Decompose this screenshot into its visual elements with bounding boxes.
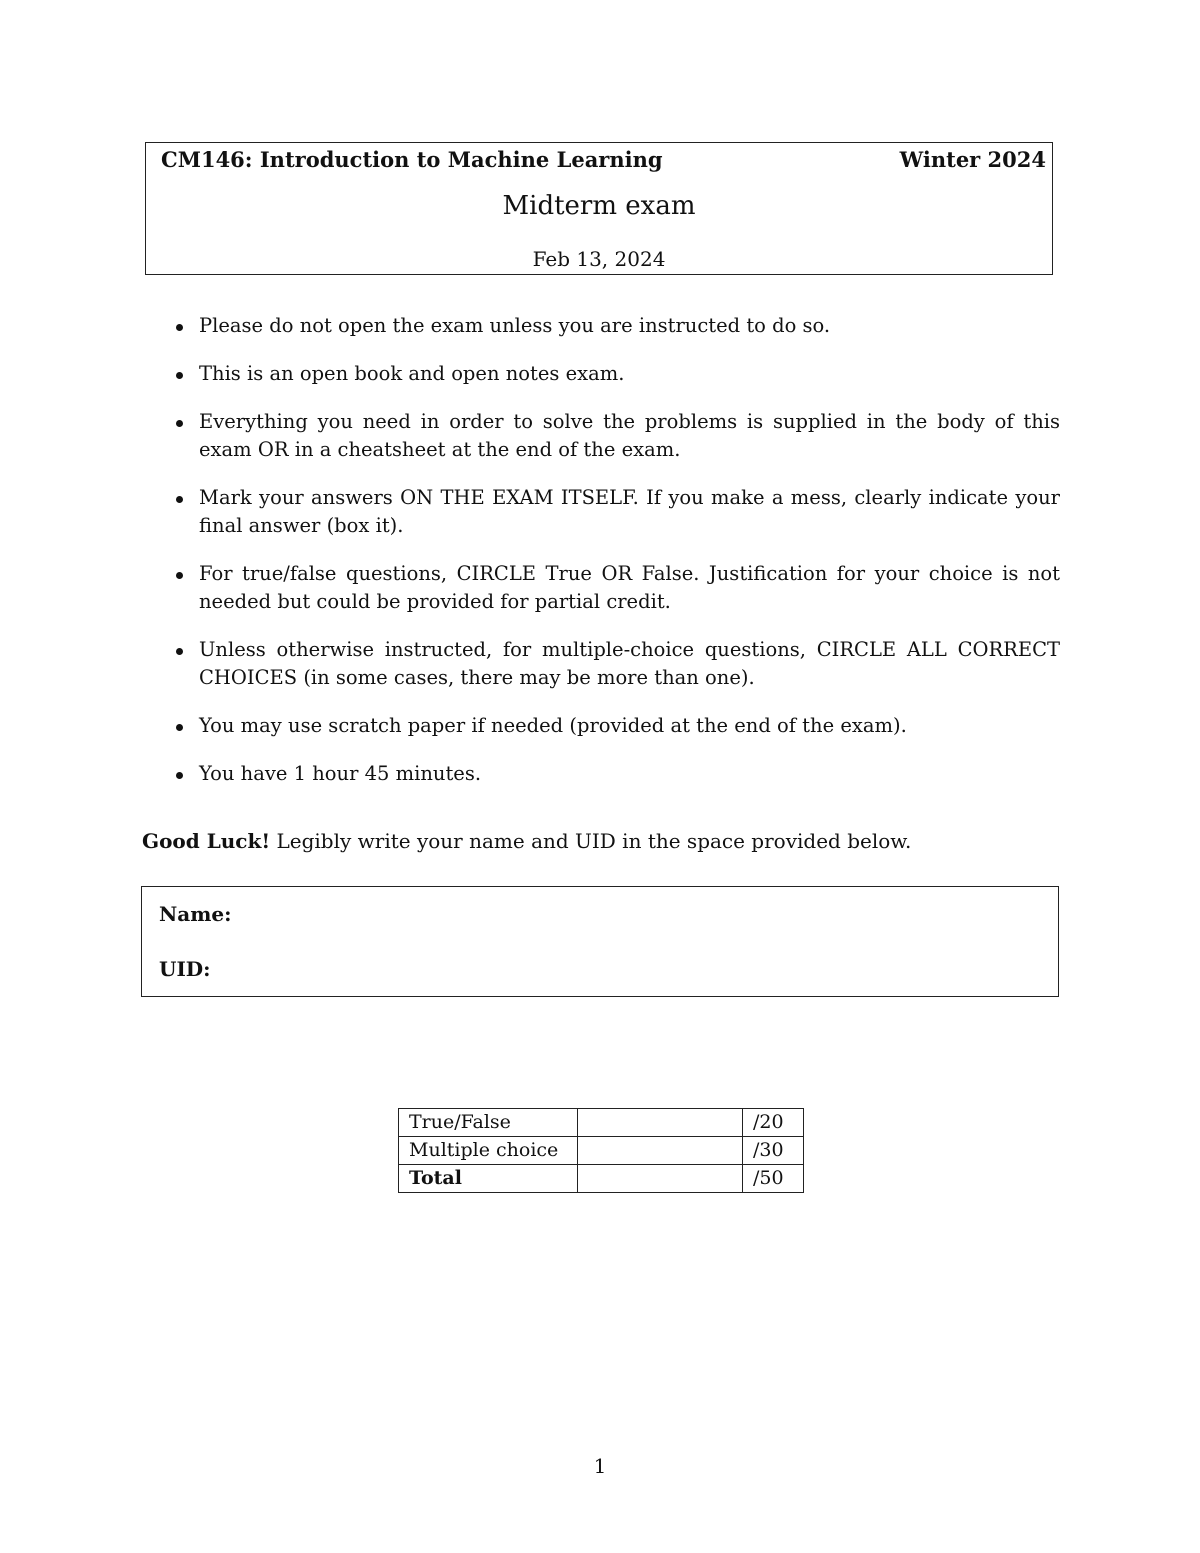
bullet-icon	[176, 572, 183, 579]
instruction-text: Unless otherwise instructed, for multiple-choice questions, CIRCLE ALL CORRECT CHOICES (in some cases, there may be more than one).	[199, 638, 1060, 689]
instructions-list	[172, 312, 1060, 808]
instruction-item	[172, 484, 1060, 540]
bullet-icon	[176, 372, 183, 379]
name-label: Name:	[159, 902, 232, 926]
instruction-item	[172, 712, 1060, 740]
course-term: Winter 2024	[899, 147, 1046, 172]
max-points: /30	[743, 1137, 804, 1165]
instruction-item	[172, 636, 1060, 692]
score-table	[398, 1108, 804, 1193]
bullet-icon	[176, 648, 183, 655]
max-points: /50	[743, 1165, 804, 1193]
course-title: CM146: Introduction to Machine Learning	[161, 147, 663, 172]
instruction-text: Mark your answers ON THE EXAM ITSELF. If you make a mess, clearly indicate your final answer (box it).	[199, 486, 1060, 537]
table-row	[399, 1137, 804, 1165]
instruction-item	[172, 312, 1060, 340]
instruction-item	[172, 760, 1060, 788]
instruction-text: You may use scratch paper if needed (provided at the end of the exam).	[199, 714, 907, 737]
bullet-icon	[176, 496, 183, 503]
exam-header-box	[145, 142, 1053, 275]
student-id-box[interactable]	[141, 886, 1059, 997]
bullet-icon	[176, 324, 183, 331]
instruction-item	[172, 360, 1060, 388]
good-luck-text: Legibly write your name and UID in the space provided below.	[276, 829, 912, 853]
table-row	[399, 1165, 804, 1193]
instruction-text: For true/false questions, CIRCLE True OR False. Justification for your choice is not needed but could be provided for partial credit.	[199, 562, 1060, 613]
instruction-item	[172, 408, 1060, 464]
page-number: 1	[593, 1454, 607, 1478]
instruction-text: Everything you need in order to solve the problems is supplied in the body of this exam OR in a cheatsheet at the end of the exam.	[199, 410, 1060, 461]
section-label: Total	[399, 1165, 578, 1193]
score-cell[interactable]	[578, 1137, 743, 1165]
exam-title: Midterm exam	[502, 191, 696, 221]
max-points: /20	[743, 1109, 804, 1137]
uid-label: UID:	[159, 957, 211, 981]
good-luck-line	[142, 829, 911, 853]
score-cell[interactable]	[578, 1165, 743, 1193]
score-cell[interactable]	[578, 1109, 743, 1137]
exam-date: Feb 13, 2024	[532, 247, 666, 271]
bullet-icon	[176, 724, 183, 731]
instruction-item	[172, 560, 1060, 616]
section-label: True/False	[399, 1109, 578, 1137]
table-row	[399, 1109, 804, 1137]
instruction-text: Please do not open the exam unless you are instructed to do so.	[199, 314, 831, 337]
instruction-text: This is an open book and open notes exam.	[199, 362, 625, 385]
bullet-icon	[176, 772, 183, 779]
section-label: Multiple choice	[399, 1137, 578, 1165]
instruction-text: You have 1 hour 45 minutes.	[199, 762, 482, 785]
bullet-icon	[176, 420, 183, 427]
good-luck-heading: Good Luck!	[142, 829, 271, 853]
